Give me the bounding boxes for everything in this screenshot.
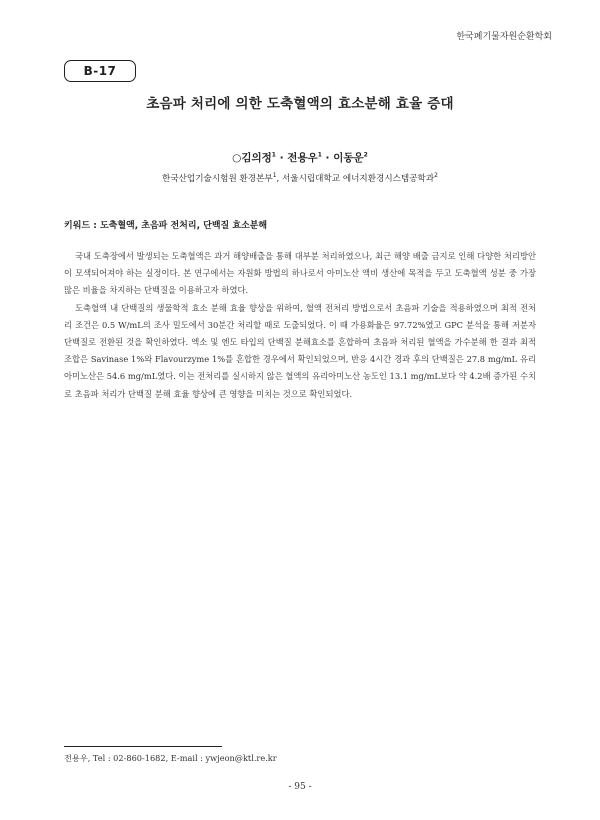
session-code: B-17 <box>83 64 117 78</box>
header-society: 한국폐기물자원순환학회 <box>456 32 552 42</box>
footnote: 전용우, Tel : 02-860-1682, E-mail : ywjeon@ktl.re.kr <box>64 753 277 763</box>
author-separator: · <box>275 152 288 164</box>
session-code-box <box>64 60 136 82</box>
affiliation-2: , 서울시립대학교 에너지환경시스템공학과 <box>276 174 435 184</box>
author-line <box>0 150 600 165</box>
author-name: 전용우 <box>287 152 318 164</box>
author-name: 김의정 <box>241 152 272 164</box>
abstract-body <box>64 248 536 403</box>
paper-title: 초음파 처리에 의한 도축혈액의 효소분해 효율 증대 <box>146 96 454 112</box>
author-separator: · <box>321 152 334 164</box>
abstract-paragraph: 국내 도축장에서 발생되는 도축혈액은 과거 해양배출을 통해 대부분 처리하였으나, 최근 해양 배출 금지로 인해 다양한 처리방안이 모색되어져야 하는 실정이다. 본 연구에서는 자원화 방법의 하나로서 아미노산 액비 생산에 목적을 두고 도축혈액 성분 중 가장 많은 비율을 차지하는 단백질을 이용하고자 하였다. <box>64 251 536 296</box>
presenter-mark: ○ <box>232 152 242 164</box>
affil-mark-2: 2 <box>434 172 438 180</box>
author-affil-mark: 1 <box>317 151 322 159</box>
affiliation-1: 한국산업기술시험원 환경본부 <box>162 174 273 184</box>
author-affil-mark: 2 <box>363 151 368 159</box>
abstract-paragraph: 도축혈액 내 단백질의 생물학적 효소 분해 효율 향상을 위하여, 혈액 전처리 방법으로서 초음파 기술을 적용하였으며 최적 전처리 조건은 0.5 W/mL의 조사 밀도에서 30분간 처리할 때로 도출되었다. 이 때 가용화율은 97.72%였고 GPC 분석을 통해 저분자 단백질로 전환된 것을 확인하였다. 엑소 및 엔도 타입의 단백질 분해효소를 혼합하여 초음파 처리된 혈액을 가수분해 한 결과 최적 조합은 Savinase 1%와 Flavourzyme 1%를 혼합한 경우에서 확인되었으며, 반응 4시간 경과 후의 단백질은 27.8 mg/mL 유리아미노산은 54.6 mg/mL였다. 이는 전처리를 실시하지 않은 혈액의 유리아미노산 농도인 13.1 mg/mL보다 약 4.2배 증가된 수치로 초음파 처리가 단백질 분해 효율 향상에 큰 영향을 미치는 것으로 확인되었다. <box>64 302 536 399</box>
footnote-rule <box>64 746 222 747</box>
page-number: - 95 - <box>288 782 312 792</box>
author-name: 이동운 <box>333 152 364 164</box>
affiliation-line <box>0 172 600 184</box>
affil-mark-1: 1 <box>272 172 277 180</box>
keywords-line: 키워드 : 도축혈액, 초음파 전처리, 단백질 효소분해 <box>64 221 268 231</box>
author-affil-mark: 1 <box>271 151 276 159</box>
